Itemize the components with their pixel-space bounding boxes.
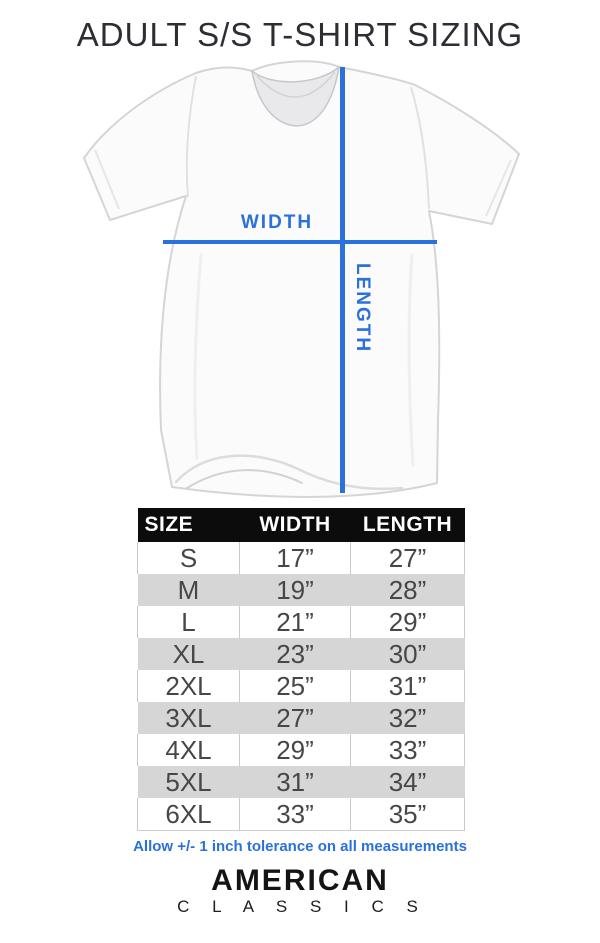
table-row (138, 574, 465, 606)
size-cell: L (138, 606, 240, 638)
size-cell: 4XL (138, 734, 240, 766)
sizing-table-body (138, 542, 465, 831)
length-cell: 32” (388, 703, 427, 733)
length-cell: 27” (351, 542, 465, 574)
length-measure-label: LENGTH (352, 263, 373, 354)
width-cell: 31” (276, 767, 314, 797)
size-cell: XL (172, 639, 205, 669)
size-cell: 6XL (138, 798, 240, 831)
width-cell: 19” (276, 575, 314, 605)
length-cell: 28” (388, 575, 427, 605)
size-cell: S (138, 542, 240, 574)
table-row (138, 670, 465, 702)
length-column-header: LENGTH (351, 508, 465, 542)
width-cell: 27” (276, 703, 314, 733)
length-cell: 35” (351, 798, 465, 831)
width-column-header: WIDTH (240, 508, 351, 542)
width-measure-label: WIDTH (240, 212, 314, 233)
table-row (138, 734, 465, 766)
table-row (138, 638, 465, 670)
brand-logo-subname: C L A S S I C S (177, 897, 427, 916)
width-cell: 21” (240, 606, 351, 638)
table-row (138, 606, 465, 638)
length-cell: 33” (351, 734, 465, 766)
size-column-header: SIZE (138, 508, 240, 542)
length-measure-line (340, 67, 345, 493)
width-cell: 33” (240, 798, 351, 831)
table-row (138, 702, 465, 734)
table-row (138, 798, 465, 831)
width-cell: 23” (276, 639, 314, 669)
sizing-table-header (138, 508, 465, 542)
width-cell: 25” (240, 670, 351, 702)
length-cell: 30” (388, 639, 427, 669)
size-cell: 3XL (165, 703, 212, 733)
table-row (138, 766, 465, 798)
length-cell: 31” (351, 670, 465, 702)
tolerance-note: Allow +/- 1 inch tolerance on all measurements (133, 838, 467, 855)
width-cell: 17” (240, 542, 351, 574)
size-cell: 2XL (138, 670, 240, 702)
header-row (138, 508, 465, 542)
brand-logo-name: AMERICAN (211, 864, 389, 897)
size-cell: M (177, 575, 200, 605)
page-title: ADULT S/S T-SHIRT SIZING (76, 16, 524, 53)
tshirt-outline (84, 61, 519, 497)
sizing-table (137, 508, 465, 831)
width-measure-line (163, 240, 437, 244)
length-cell: 34” (388, 767, 427, 797)
size-cell: 5XL (165, 767, 212, 797)
length-cell: 29” (351, 606, 465, 638)
width-cell: 29” (240, 734, 351, 766)
table-row (138, 542, 465, 574)
